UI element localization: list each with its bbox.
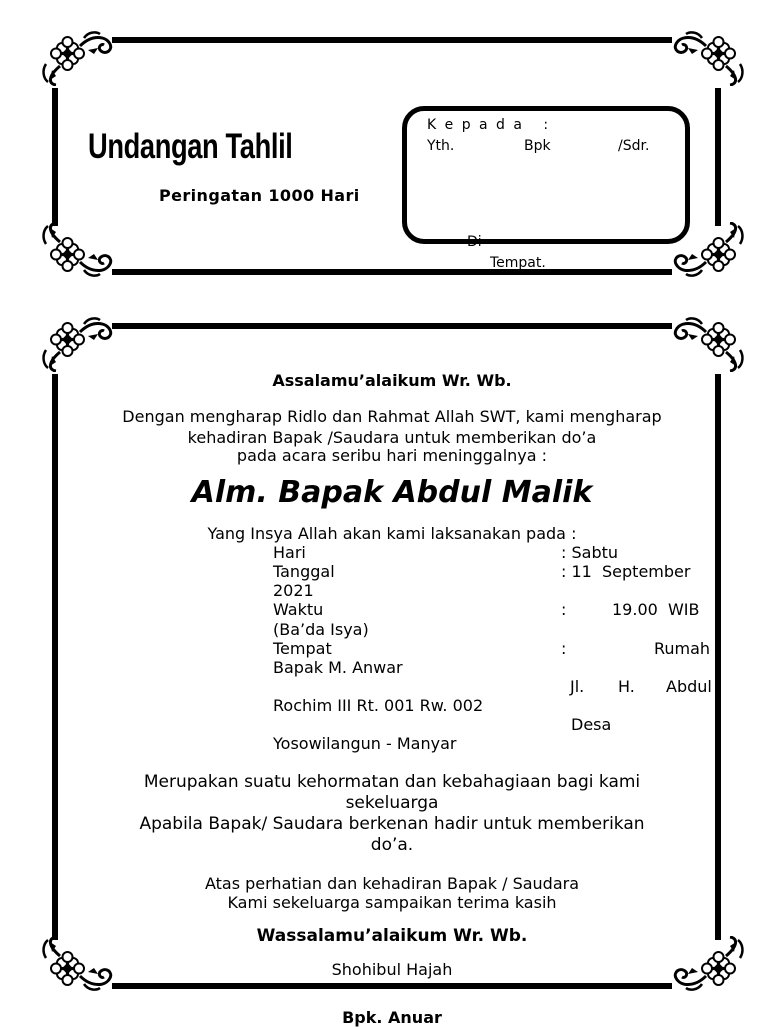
di-label: Di bbox=[467, 234, 482, 250]
bpk-label: Bpk bbox=[524, 138, 551, 154]
waktu-continued: (Ba’da Isya) bbox=[273, 620, 369, 639]
corner-ornament-icon bbox=[40, 222, 118, 278]
corner-ornament-icon bbox=[40, 316, 118, 372]
sdr-label: /Sdr. bbox=[618, 138, 650, 154]
tanggal-continued: 2021 bbox=[273, 581, 314, 600]
envelope-border-top bbox=[112, 37, 672, 43]
jalan-word: Jl. bbox=[570, 677, 585, 696]
letter-border-top bbox=[112, 323, 672, 329]
closing-line: sekeluarga bbox=[345, 793, 439, 813]
waktu-colon: : bbox=[561, 600, 567, 619]
envelope-title: Undangan Tahlil bbox=[88, 127, 293, 166]
yth-label: Yth. bbox=[427, 138, 455, 154]
desa-continued: Yosowilangun - Manyar bbox=[273, 734, 457, 753]
host-label: Shohibul Hajah bbox=[331, 960, 453, 979]
tempat-label: Tempat bbox=[273, 639, 332, 658]
kepada-label: K e p a d a : bbox=[427, 117, 551, 133]
envelope-border-left bbox=[52, 88, 58, 226]
tanggal-label: Tanggal bbox=[273, 562, 335, 581]
intro-line: Dengan mengharap Ridlo dan Rahmat Allah SWT, kami mengharap bbox=[122, 407, 662, 426]
schedule-intro: Yang Insya Allah akan kami laksanakan pada : bbox=[207, 524, 577, 543]
jalan-word: H. bbox=[618, 677, 635, 696]
corner-ornament-icon bbox=[40, 30, 118, 86]
greeting: Assalamu’alaikum Wr. Wb. bbox=[272, 371, 512, 390]
tempat-colon: : bbox=[561, 639, 567, 658]
waktu-label: Waktu bbox=[273, 600, 324, 619]
jalan-word: Abdul bbox=[666, 677, 712, 696]
corner-ornament-icon bbox=[668, 316, 746, 372]
thanks-line: Kami sekeluarga sampaikan terima kasih bbox=[227, 893, 557, 912]
host-name: Bpk. Anuar bbox=[342, 1008, 442, 1027]
envelope-border-right bbox=[715, 88, 721, 226]
envelope-subtitle: Peringatan 1000 Hari bbox=[159, 186, 360, 205]
closing-line: Merupakan suatu kehormatan dan kebahagiaan bagi kami bbox=[143, 772, 641, 792]
closing-line: do’a. bbox=[370, 835, 414, 855]
intro-line: pada acara seribu hari meninggalnya : bbox=[236, 446, 548, 465]
tanggal-value: : 11 September bbox=[561, 562, 691, 581]
thanks-line: Atas perhatian dan kehadiran Bapak / Saudara bbox=[204, 874, 580, 893]
farewell: Wassalamu’alaikum Wr. Wb. bbox=[256, 926, 528, 946]
envelope-border-bottom bbox=[112, 269, 672, 275]
tempat-label: Tempat. bbox=[490, 255, 546, 271]
tempat-value: Rumah bbox=[654, 639, 711, 658]
intro-line: kehadiran Bapak /Saudara untuk memberikan do’a bbox=[187, 428, 597, 447]
waktu-value: 19.00 WIB bbox=[612, 600, 700, 619]
hari-value: : Sabtu bbox=[561, 543, 619, 562]
tempat-continued: Bapak M. Anwar bbox=[273, 658, 403, 677]
jalan-continued: Rochim III Rt. 001 Rw. 002 bbox=[273, 696, 484, 715]
deceased-name: Alm. Bapak Abdul Malik bbox=[191, 475, 593, 510]
desa-label: Desa bbox=[571, 715, 612, 734]
hari-label: Hari bbox=[273, 543, 306, 562]
closing-line: Apabila Bapak/ Saudara berkenan hadir untuk memberikan bbox=[139, 814, 645, 834]
letter-border-bottom bbox=[112, 983, 672, 989]
corner-ornament-icon bbox=[668, 30, 746, 86]
